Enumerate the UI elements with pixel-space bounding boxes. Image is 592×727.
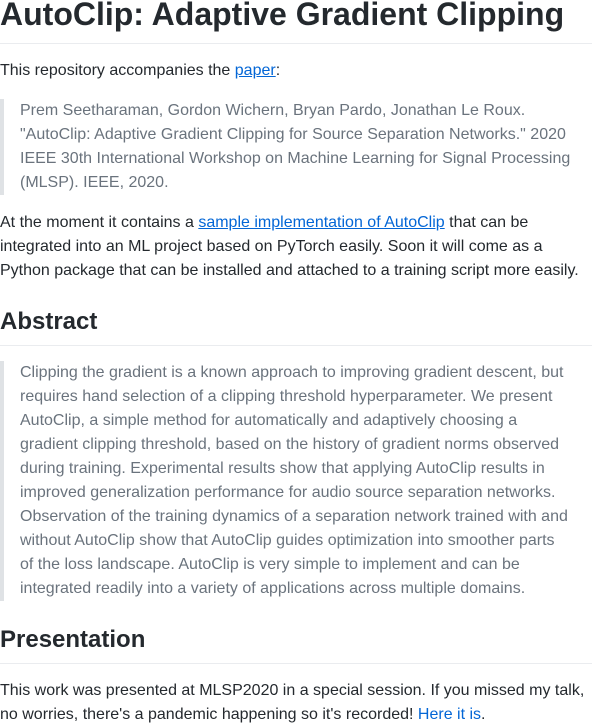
intro-text-before: This repository accompanies the bbox=[0, 62, 235, 79]
page-title: AutoClip: Adaptive Gradient Clipping bbox=[0, 0, 565, 32]
citation-text: Prem Seetharaman, Gordon Wichern, Bryan Pardo, Jonathan Le Roux. "AutoClip: Adaptive Gradient Clipping for Source Separation Networks." 2020 IEEE 30th International Workshop on Machine Learning for Signal Processing (MLSP). IEEE, 2020. bbox=[20, 102, 571, 191]
abstract-blockquote bbox=[0, 361, 572, 601]
abstract-divider bbox=[0, 345, 592, 346]
implementation-text-after: that can be integrated into an ML project based on PyTorch easily. Soon it will come as a Python package that can be installed and attached to a training script more easily. bbox=[0, 214, 579, 279]
presentation-divider bbox=[0, 663, 592, 664]
citation-blockquote bbox=[0, 99, 572, 195]
title-divider bbox=[0, 43, 592, 44]
presentation-text-before: This work was presented at MLSP2020 in a special session. If you missed my talk, no worries, there's a pandemic happening so it's recorded! bbox=[0, 682, 585, 723]
abstract-text: Clipping the gradient is a known approach to improving gradient descent, but requires hand selection of a clipping threshold hyperparameter. We present AutoClip, a simple method for automatically and adaptively choosing a gradient clipping threshold, based on the history of gradient norms observed during training. Experimental results show that applying AutoClip results in improved generalization performance for audio source separation networks. Observation of the training dynamics of a separation network trained with and without AutoClip show that AutoClip guides optimization into smoother parts of the loss landscape. AutoClip is very simple to implement and can be integrated readily into a variety of applications across multiple domains. bbox=[20, 364, 568, 597]
presentation-paragraph bbox=[0, 679, 590, 727]
presentation-heading: Presentation bbox=[0, 626, 146, 653]
abstract-heading: Abstract bbox=[0, 308, 98, 335]
sample-implementation-link[interactable]: sample implementation of AutoClip bbox=[198, 214, 445, 231]
paper-link[interactable]: paper bbox=[234, 62, 276, 79]
implementation-paragraph bbox=[0, 211, 590, 283]
intro-paragraph bbox=[0, 59, 590, 83]
implementation-text-before: At the moment it contains a bbox=[0, 214, 199, 231]
intro-text-after: : bbox=[275, 62, 281, 79]
presentation-text-after: . bbox=[481, 706, 486, 723]
recording-link[interactable]: Here it is bbox=[417, 706, 482, 723]
